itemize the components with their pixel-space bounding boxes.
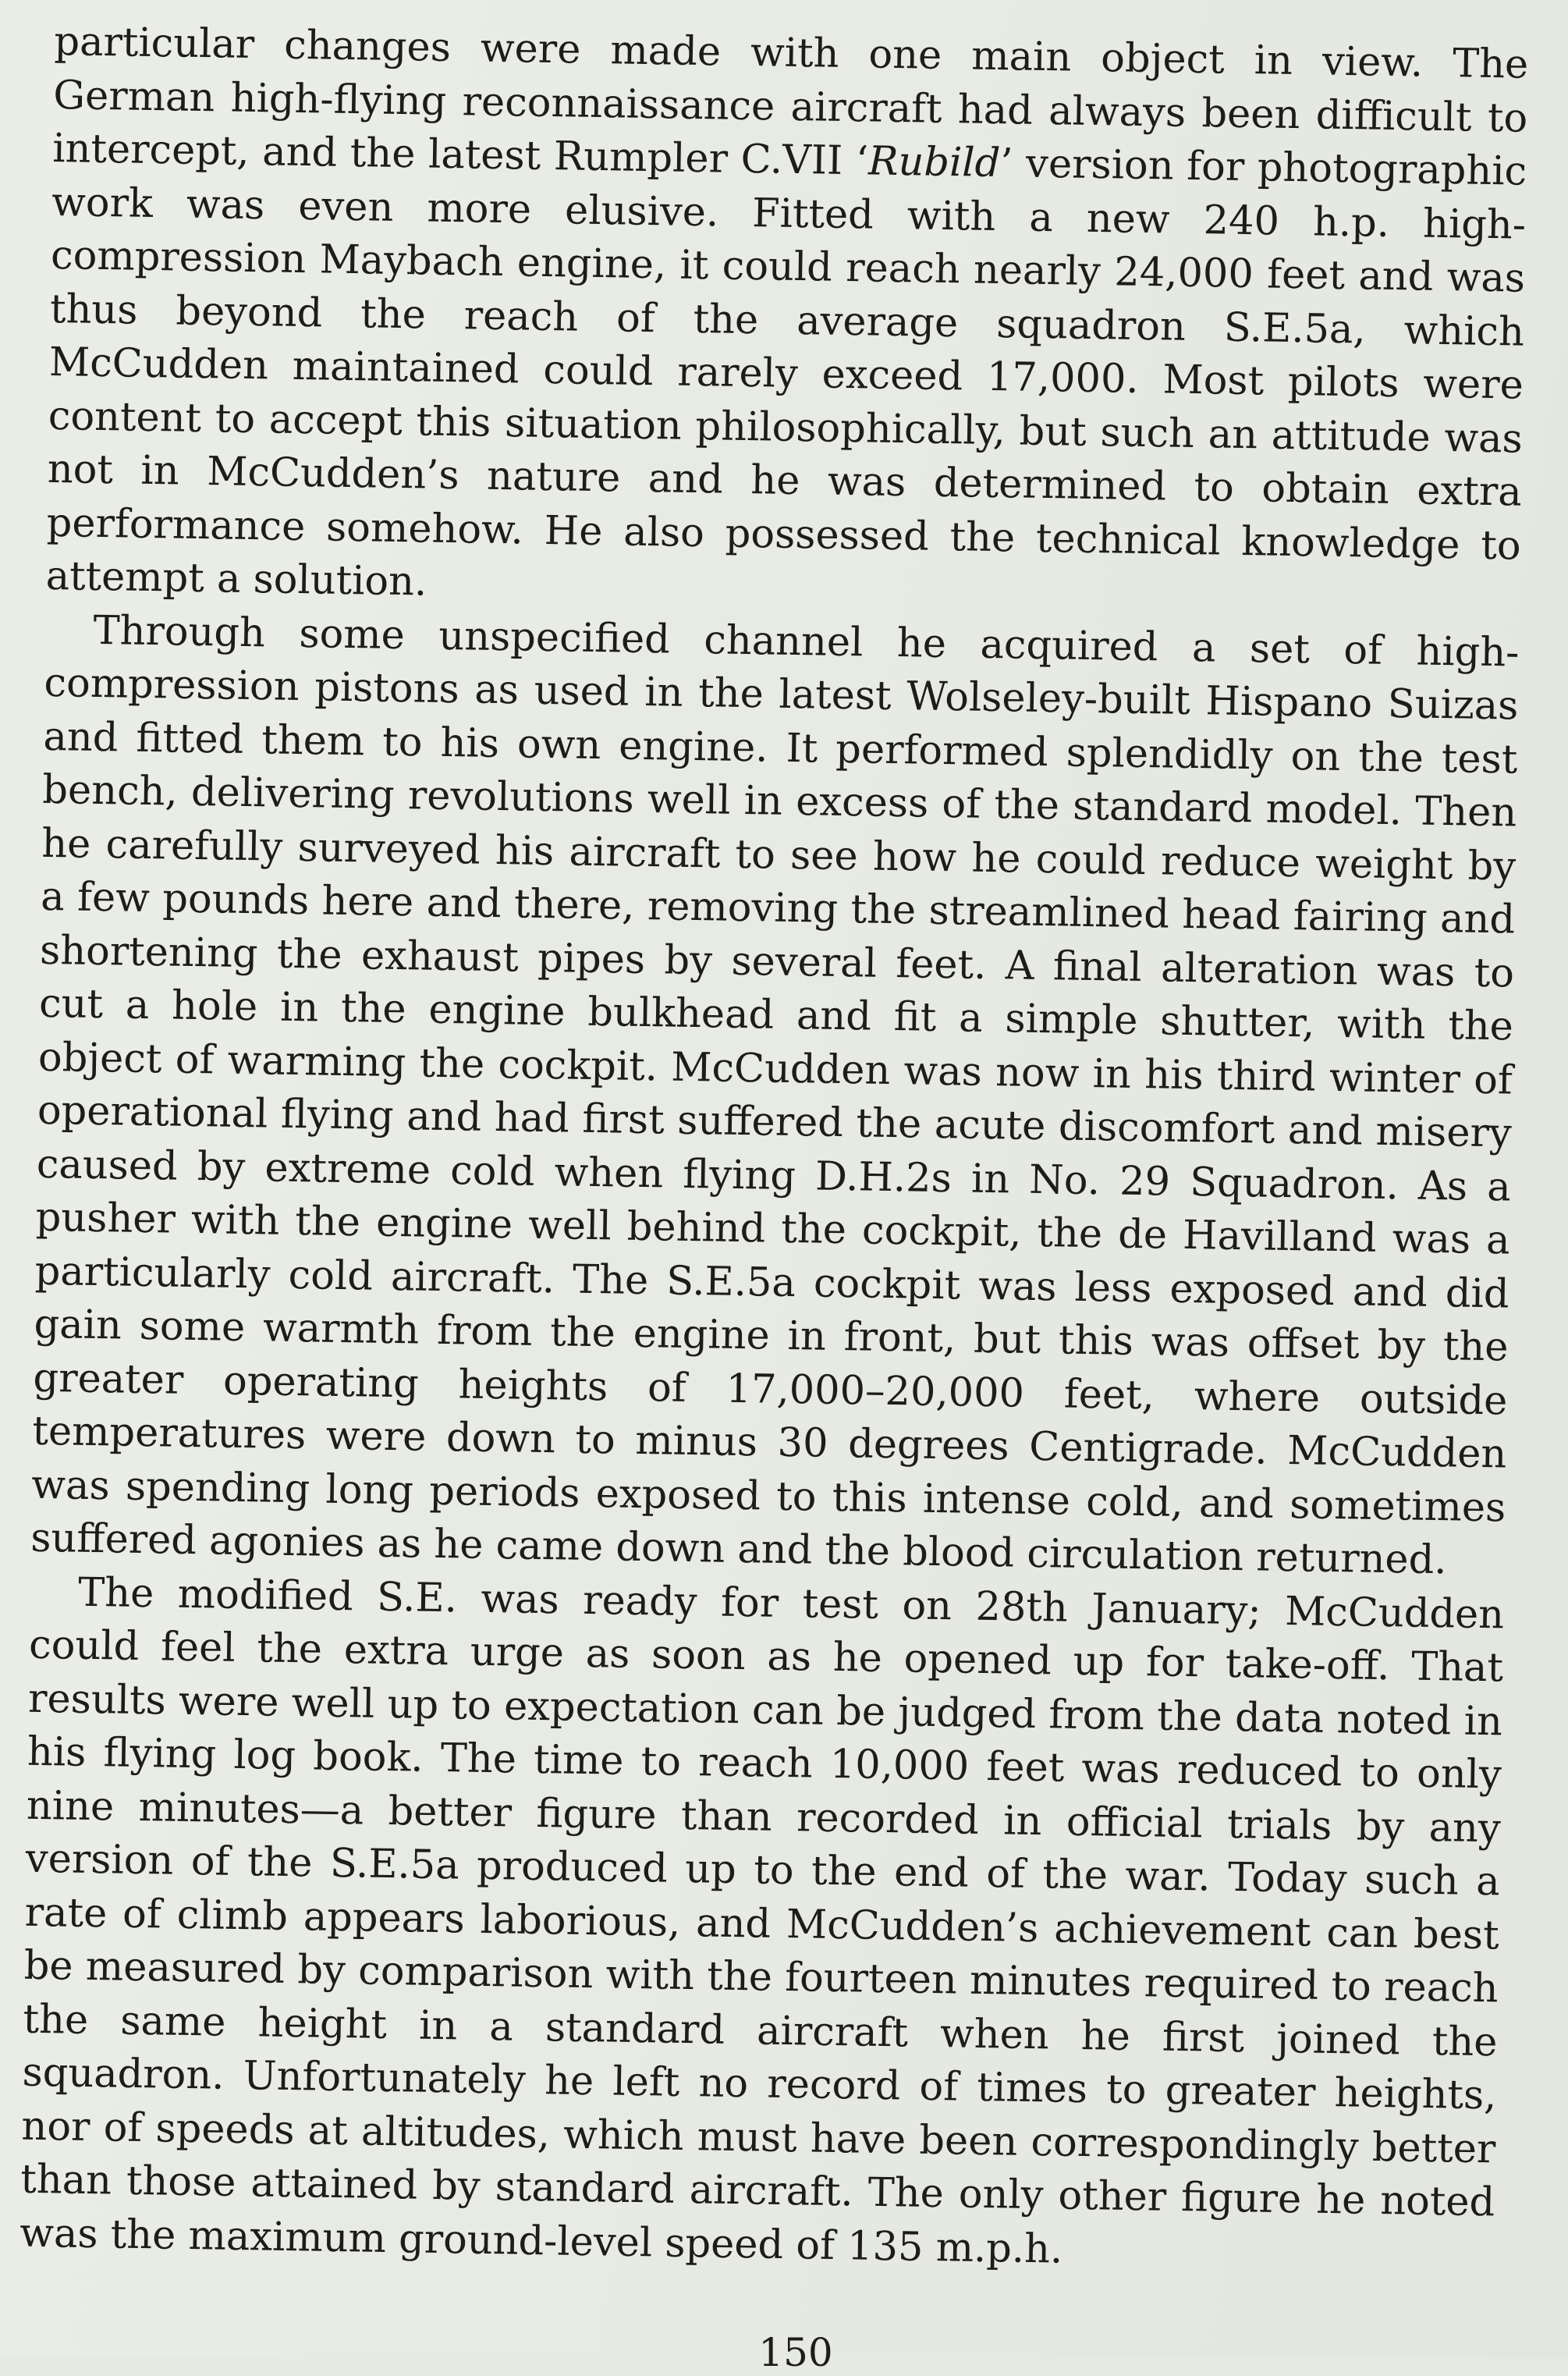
page-number: 150 bbox=[758, 2330, 833, 2375]
rubild-italic-term: Rubild bbox=[867, 138, 1001, 187]
body-text bbox=[20, 16, 1529, 2283]
paragraph-1 bbox=[45, 16, 1529, 627]
paragraph-2: Through some unspecified channel he acquired a set of high-compression pistons as used in the latest Wolseley-built Hispano Suizas and fitted them to his own engine. It performed splendidly on the test bench, delivering revolutions well in excess of the standard model. Then he carefully surveyed his aircraft to see how he could reduce weight by a few pounds here and there, removing the streamlined head fairing and shortening the exhaust pipes by several feet. A final alteration was to cut a hole in the engine bulkhead and fit a simple shutter, with the object of warming the cockpit. McCudden was now in his third winter of operational flying and had first suffered the acute discomfort and misery caused by extreme cold when flying D.H.2s in No. 29 Squadron. As a pusher with the engine well behind the cockpit, the de Havilland was a particularly cold aircraft. The S.E.5a cockpit was less exposed and did gain some warmth from the engine in front, but this was offset by the greater operating heights of 17,000–20,000 feet, where outside temperatures were down to minus 30 degrees Centigrade. McCudden was spending long periods exposed to this intense cold, and sometimes suffered agonies as he came down and the blood circulation returned. bbox=[30, 607, 1520, 1584]
paragraph-1-text-end: ’ version for photographic work was even more elusive. Fitted with a new 240 h.p. high-compression Maybach engine, it could reach nearly 24,000 feet and was thus beyond the reach of the average squadron S.E.5a, which McCudden maintained could rarely exceed 17,000. Most pilots were content to accept this situation philosophically, but such an attitude was not in McCudden’s nature and he was determined to obtain extra performance somehow. He also possessed the technical knowledge to attempt a solution. bbox=[45, 140, 1527, 606]
paragraph-1-text-start: particular changes were made with one main object in view. The German high-flying reconnaissance aircraft had always been difficult to intercept, and the latest Rumpler C.VII ‘ bbox=[51, 18, 1529, 185]
paragraph-3: The modified S.E. was ready for test on 28th January; McCudden could feel the extra urge as soon as he opened up for take-off. That results were well up to expectation can be judged from the data noted in his flying log book. The time to reach 10,000 feet was reduced to only nine minutes—a better figure than recorded in official trials by any version of the S.E.5a produced up to the end of the war. Today such a rate of climb appears laborious, and McCudden’s achievement can best be measured by comparison with the fourteen minutes required to reach the same height in a standard aircraft when he first joined the squadron. Unfortunately he left no record of times to greater heights, nor of speeds at altitudes, which must have been correspondingly better than those attained by standard aircraft. The only other figure he noted was the maximum ground-level speed of 135 m.p.h. bbox=[19, 1569, 1505, 2273]
